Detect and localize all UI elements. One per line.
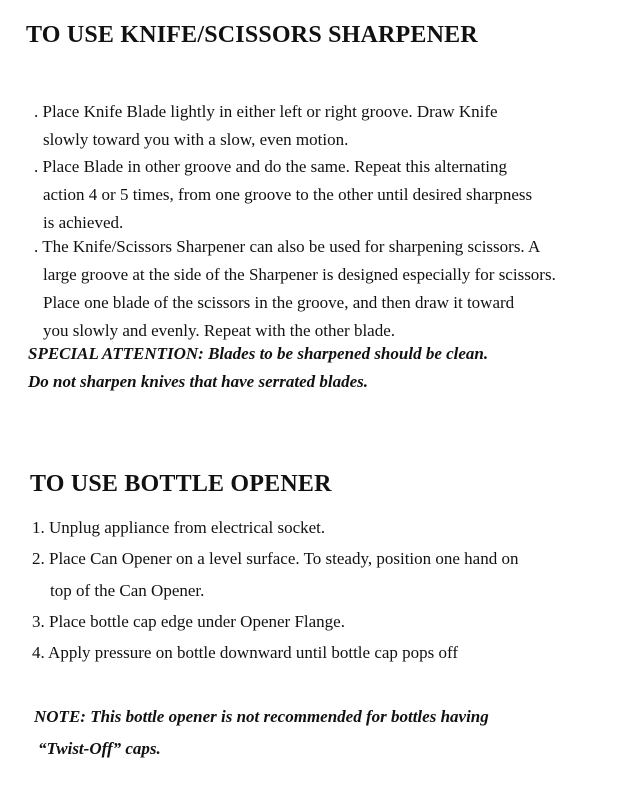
special-attention-line: SPECIAL ATTENTION: Blades to be sharpened should be clean. (28, 344, 489, 363)
opener-step-2-cont: top of the Can Opener. (50, 581, 205, 600)
sharpener-item-1-line: . Place Knife Blade lightly in either left or right groove. Draw Knife (34, 102, 498, 121)
sharpener-item-1-line: slowly toward you with a slow, even motion. (43, 130, 349, 149)
sharpener-title: TO USE KNIFE/SCISSORS SHARPENER (26, 22, 478, 48)
sharpener-item-3-line: . The Knife/Scissors Sharpener can also be used for sharpening scissors. A (34, 237, 541, 256)
sharpener-item-3-line: you slowly and evenly. Repeat with the other blade. (43, 321, 396, 340)
opener-note-line: NOTE: This bottle opener is not recommended for bottles having (34, 707, 489, 726)
sharpener-item-1 (34, 98, 614, 154)
opener-step-2: 2. Place Can Opener on a level surface. To steady, position one hand on (32, 549, 519, 568)
opener-note (34, 701, 614, 765)
opener-note-line: “Twist-Off” caps. (38, 739, 161, 758)
opener-step-4: 4. Apply pressure on bottle downward until bottle cap pops off (32, 643, 459, 662)
sharpener-item-2-line: . Place Blade in other groove and do the same. Repeat this alternating (34, 157, 508, 176)
opener-title: TO USE BOTTLE OPENER (30, 471, 332, 497)
opener-step-3: 3. Place bottle cap edge under Opener Flange. (32, 612, 345, 631)
sharpener-item-3 (34, 233, 614, 345)
sharpener-item-2-line: is achieved. (43, 213, 124, 232)
sharpener-item-3-line: large groove at the side of the Sharpener is designed especially for scissors. (43, 265, 556, 284)
sharpener-item-3-line: Place one blade of the scissors in the groove, and then draw it toward (43, 293, 515, 312)
sharpener-item-2 (34, 153, 614, 237)
special-attention-line: Do not sharpen knives that have serrated blades. (28, 372, 369, 391)
sharpener-item-2-line: action 4 or 5 times, from one groove to the other until desired sharpness (43, 185, 533, 204)
special-attention (28, 340, 608, 396)
opener-step-1: 1. Unplug appliance from electrical socket. (32, 518, 326, 537)
